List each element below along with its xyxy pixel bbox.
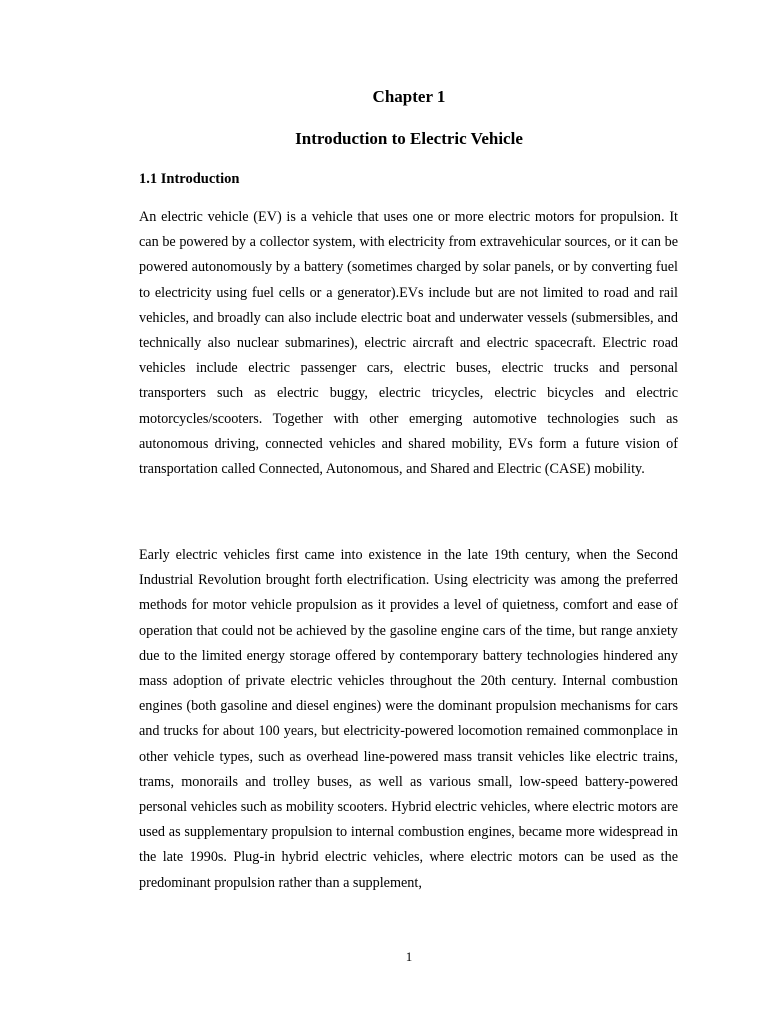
chapter-label: Chapter 1 bbox=[372, 87, 446, 106]
section-heading: 1.1 Introduction bbox=[139, 171, 240, 187]
chapter-title: Introduction to Electric Vehicle bbox=[295, 129, 523, 148]
body-paragraph-2: Early electric vehicles first came into existence in the late 19th century, when the Second Industrial Revolution brought forth electrification. Using electricity was among the preferred methods for motor vehicle propulsion as it provides a level of quietness, comfort and ease of operation that could not be achieved by the gasoline engine cars of the time, but range anxiety due to the limited energy storage offered by contemporary battery technologies hindered any mass adoption of private electric vehicles throughout the 20th century. Internal combustion engines (both gasoline and diesel engines) were the dominant propulsion mechanisms for cars and trucks for about 100 years, but electricity-powered locomotion remained commonplace in other vehicle types, such as overhead line-powered mass transit vehicles like electric trains, trams, monorails and trolley buses, as well as various small, low-speed battery-powered personal vehicles such as mobility scooters. Hybrid electric vehicles, where electric motors are used as supplementary propulsion to internal combustion engines, became more widespread in the late 1990s. Plug-in hybrid electric vehicles, where electric motors can be used as the predominant propulsion rather than a supplement, bbox=[139, 547, 678, 891]
page-number: 1 bbox=[405, 949, 413, 964]
body-paragraph-1: An electric vehicle (EV) is a vehicle that uses one or more electric motors for propulsion. It can be powered by a collector system, with electricity from extravehicular sources, or it can be powered autonomously by a battery (sometimes charged by solar panels, or by converting fuel to electricity using fuel cells or a generator).EVs include but are not limited to road and rail vehicles, and broadly can also include electric boat and underwater vessels (submersibles, and technically also nuclear submarines), electric aircraft and electric spacecraft. Electric road vehicles include electric passenger cars, electric buses, electric trucks and personal transporters such as electric buggy, electric tricycles, electric bicycles and electric motorcycles/scooters. Together with other emerging automotive technologies such as autonomous driving, connected vehicles and shared mobility, EVs form a future vision of transportation called Connected, Autonomous, and Shared and Electric (CASE) mobility. bbox=[139, 209, 678, 478]
